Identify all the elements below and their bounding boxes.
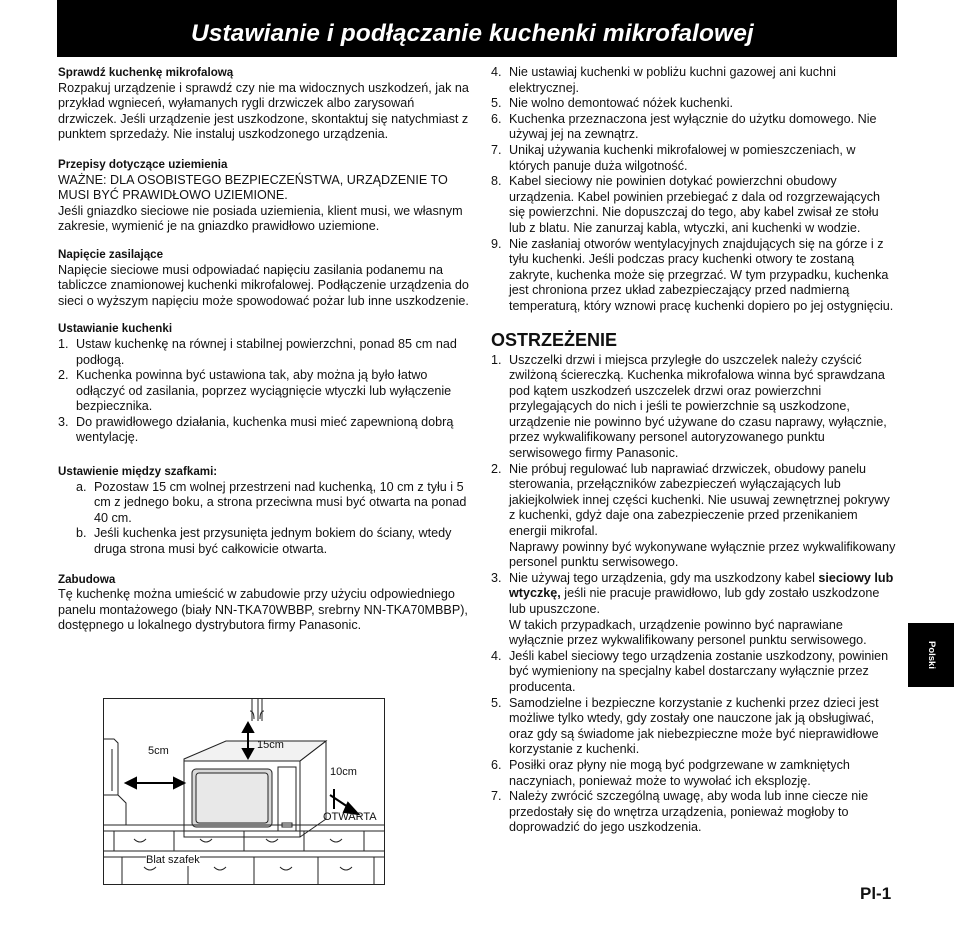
- installation-diagram: [103, 698, 385, 885]
- page-header: [57, 0, 897, 57]
- section-title: Zabudowa: [58, 572, 116, 586]
- placement-list-continued: [491, 65, 896, 315]
- list-item: b. Jeśli kuchenka jest przysunięta jednym bokiem do ściany, wtedy druga strona musi być całkowicie otwarta.: [76, 526, 452, 557]
- warning-list: [491, 353, 896, 836]
- section-text: Napięcie sieciowe musi odpowiadać napięciu zasilania podanemu na tabliczce znamionowej kuchenki mikrofalowej. Podłączenie urządzenia do sieci o wyższym napięciu może spowodować pożar lub inne uszkodzenie.: [58, 262, 469, 308]
- section-text: Tę kuchenkę można umieścić w zabudowie przy użyciu odpowiedniego panelu montażowego (biały NN-TKA70WBBP, srebrny NN-TKA70MBBP), dostępnego u lokalnego dystrybutora firmy Panasonic.: [58, 587, 468, 633]
- section-title: Ustawienie między szafkami:: [58, 465, 218, 479]
- list-item: 5. Samodzielne i bezpieczne korzystanie z kuchenki przez dzieci jest możliwe tylko wtedy, gdy zostały one nauczone jak ją obsługiwać, oraz gdy są świadome jak niebezpieczne może być nieprawidłowe korzystanie z kuchenki.: [491, 695, 879, 757]
- section-grounding: [58, 157, 476, 235]
- section-title: Przepisy dotyczące uziemienia: [58, 157, 228, 171]
- label-open: OTWARTA: [323, 811, 377, 823]
- list-item: 7. Należy zwrócić szczególną uwagę, aby woda lub inne ciecze nie przedostały się do wnętrza urządzenia, ponieważ mogłoby to doprowadzić do jego uszkodzenia.: [491, 789, 869, 835]
- page-number: Pl-1: [860, 884, 892, 903]
- section-title: Sprawdź kuchenkę mikrofalową: [58, 66, 234, 79]
- list-item: 4. Nie ustawiaj kuchenki w pobliżu kuchni gazowej ani kuchni elektrycznej.: [491, 65, 836, 95]
- cabinet-list: [58, 480, 476, 558]
- section-voltage: [58, 247, 476, 309]
- list-item: 3. Do prawidłowego działania, kuchenka musi mieć zapewnioną dobrą wentylację.: [58, 414, 454, 445]
- section-text: Rozpakuj urządzenie i sprawdź czy nie ma widocznych uszkodzeń, jak na przykład wgnieceń, wyłamanych rygli drzwiczek albo zarysowań drzwiczek. Jeśli urządzenie jest uszkodzone, skontaktuj się natychmiast z punktem sprzedaży. Nie instaluj uszkodzonego urządzenia.: [58, 80, 469, 142]
- left-column: [58, 65, 476, 643]
- section-text-2: Jeśli gniazdko sieciowe nie posiada uziemienia, klient musi, we własnym zakresie, wymienić je na gniazdko prawidłowo uziemione.: [58, 203, 463, 234]
- language-tab: [908, 623, 954, 687]
- list-item: a. Pozostaw 15 cm wolnej przestrzeni nad kuchenką, 10 cm z tyłu i 5 cm z jednego boku, a strona przeciwna musi być otwarta na ponad 40 cm.: [76, 479, 467, 525]
- list-item: 2. Kuchenka powinna być ustawiona tak, aby można ją było łatwo odłączyć od zasilania, poprzez wyciągnięcie wtyczki lub wyłączenie bezpiecznika.: [58, 368, 452, 414]
- section-title: Ustawianie kuchenki: [58, 322, 173, 336]
- section-text: WAŻNE: DLA OSOBISTEGO BEZPIECZEŃSTWA, URZĄDZENIE TO MUSI BYĆ PRAWIDŁOWO UZIEMIONE.: [58, 172, 448, 203]
- list-item: 1. Uszczelki drzwi i miejsca przyległe do uszczelek należy czyścić zwilżoną ściereczką. Kuchenka mikrofalowa winna być sprawdzana pod kątem uszkodzeń uszczelek drzwi oraz powierzchni przylegających do nich i jeśli te powierzchnie są uszkodzone, urządzenie nie powinno być używane do czasu naprawy, wyłącznie, przez wykwalifikowany personel autoryzowanego punktu serwisowego firmy Panasonic.: [491, 352, 887, 461]
- label-5cm: 5cm: [148, 745, 169, 757]
- section-check-oven: [58, 65, 476, 143]
- list-item: 6. Posiłki oraz płyny nie mogą być podgrzewane w zamkniętych naczyniach, ponieważ może to wywołać ich eksplozję.: [491, 757, 850, 788]
- list-item: 8. Kabel sieciowy nie powinien dotykać powierzchni obudowy urządzenia. Kabel powinien przebiegać z dala od rozgrzewających się powierzchni. Nie dopuszczaj do tego, aby kabel zwisał ze stołu lub z blatu. Nie zanurzaj kabla, wtyczki, ani kuchenki w wodzie.: [491, 174, 881, 235]
- list-item: 1. Ustaw kuchenkę na równej i stabilnej powierzchni, ponad 85 cm nad podłogą.: [58, 336, 457, 367]
- list-item: 3. Nie używaj tego urządzenia, gdy ma uszkodzony kabel sieciowy lub wtyczkę, jeśli nie pracuje prawidłowo, lub gdy zostało uszkodzone lub upuszczone. W takich przypadkach, urządzenie powinno być naprawiane wyłącznie przez wykwalifikowany personel punktu serwisowego.: [491, 570, 894, 648]
- placement-list: [58, 337, 476, 446]
- list-item: 6. Kuchenka przeznaczona jest wyłącznie do użytku domowego. Nie używaj jej na zewnątrz.: [491, 111, 877, 142]
- label-10cm: 10cm: [330, 766, 357, 778]
- section-between-cabinets: [58, 464, 476, 558]
- section-built-in: [58, 572, 476, 634]
- list-item: 5. Nie wolno demontować nóżek kuchenki.: [491, 96, 734, 111]
- warning-title: OSTRZEŻENIE: [491, 329, 618, 350]
- language-tab-label: Polski: [925, 641, 937, 669]
- label-counter: Blat szafek: [146, 854, 200, 866]
- list-item: 7. Unikaj używania kuchenki mikrofalowej w pomieszczeniach, w których panuje duża wilgotność.: [491, 142, 856, 173]
- right-column: [491, 65, 896, 836]
- page-title: Ustawianie i podłączanie kuchenki mikrofalowej: [191, 20, 754, 47]
- label-15cm: 15cm: [257, 739, 284, 751]
- list-item: 4. Jeśli kabel sieciowy tego urządzenia zostanie uszkodzony, powinien być wymieniony na specjalny kabel dostarczany wyłącznie przez producenta.: [491, 648, 889, 694]
- section-title: Napięcie zasilające: [58, 247, 164, 261]
- section-placement: [58, 321, 476, 446]
- list-item: 9. Nie zasłaniaj otworów wentylacyjnych znajdujących się na górze i z tyłu kuchenki. Jeśli podczas pracy kuchenki otwory te zostaną zakryte, kuchenka może się przegrzać. W tym przypadku, kuchenka jest chroniona przez układ zabezpieczający przed nadmierną temperaturą, który wznowi pracę kuchenki dopiero po jej ostygnięciu.: [491, 236, 894, 313]
- list-item: 2. Nie próbuj regulować lub naprawiać drzwiczek, obudowy panelu sterowania, przełączników zabezpieczeń wyłączających lub jakiejkolwiek innej części kuchenki. Nie usuwaj zewnętrznej pokrywy z kuchenki, gdyż daje ona zabezpieczenie przed przenikaniem energii mikrofal. Naprawy powinny być wykonywane wyłącznie przez wykwalifikowany personel punktu serwisowego.: [491, 461, 896, 570]
